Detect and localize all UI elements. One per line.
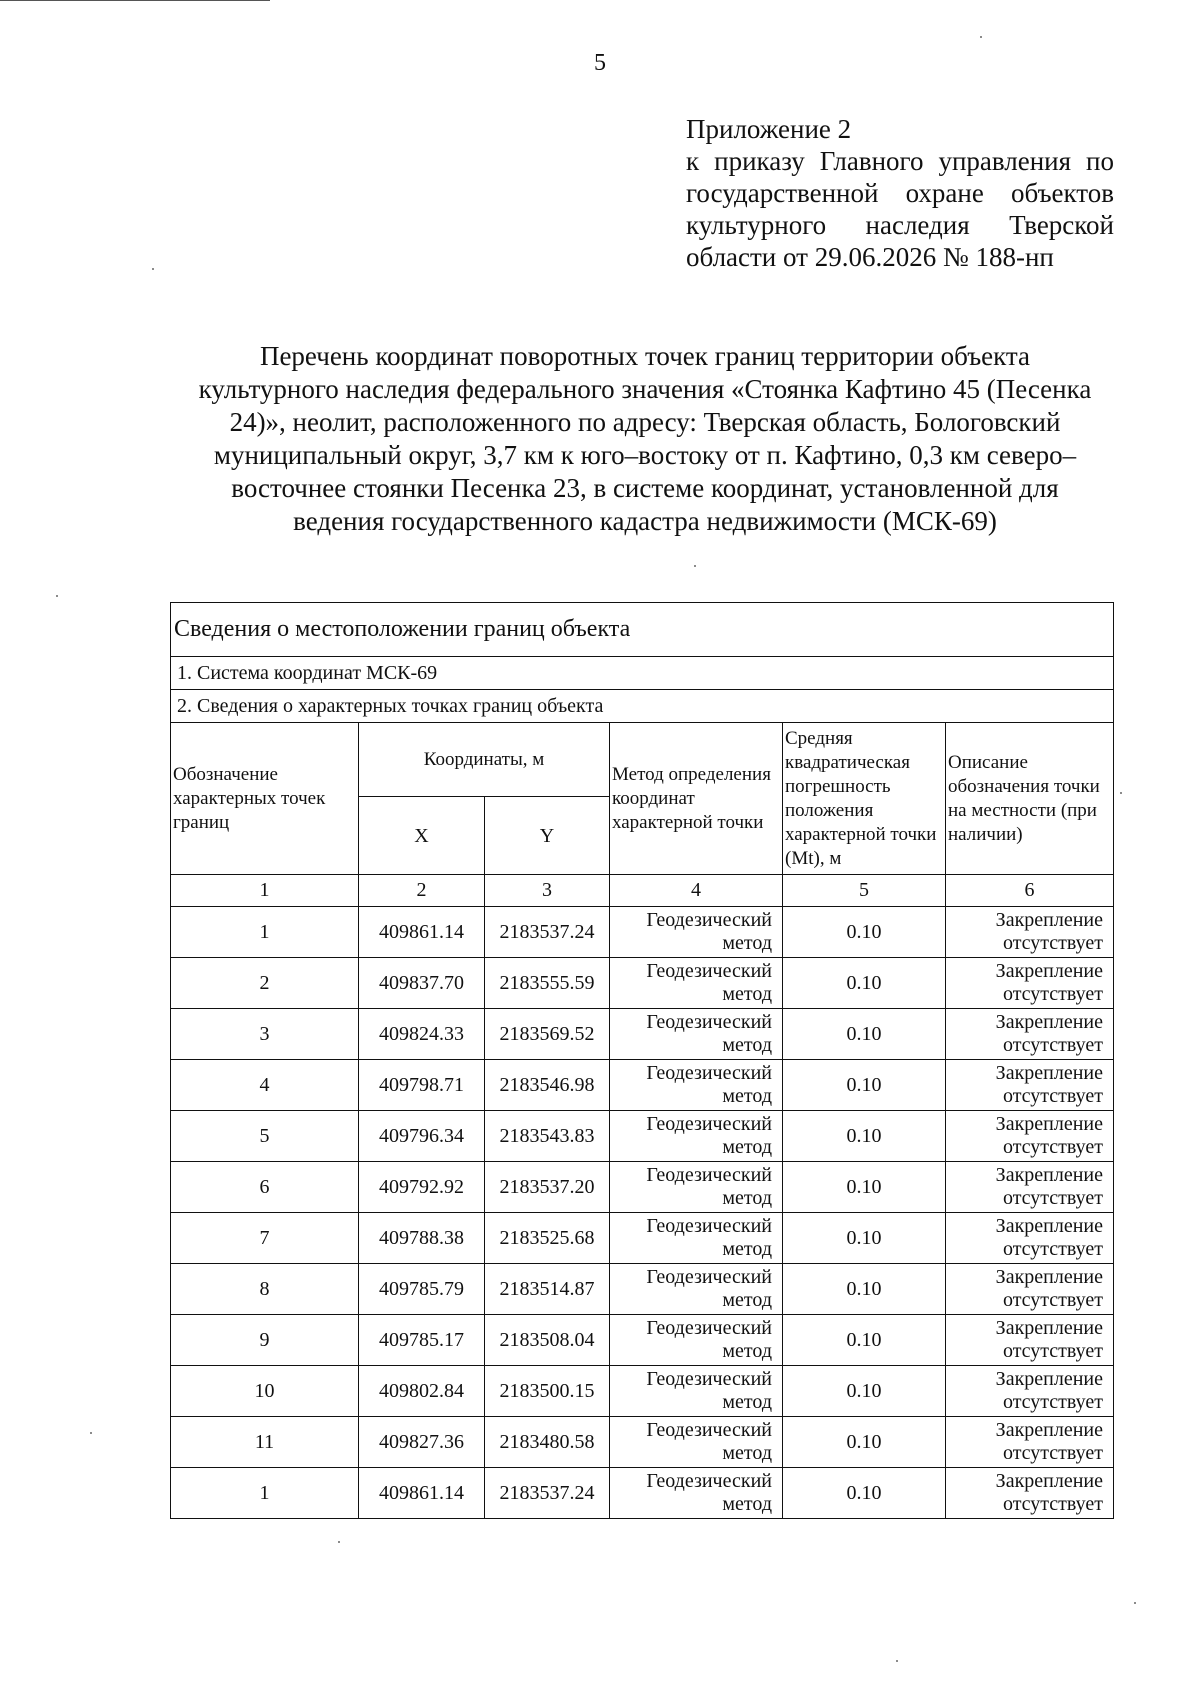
method-line: метод xyxy=(722,1136,772,1158)
table-row xyxy=(171,1417,1114,1468)
header-x: X xyxy=(359,797,485,875)
error-value: 0.10 xyxy=(783,1111,946,1162)
coord-x: 409798.71 xyxy=(359,1060,485,1111)
header-error: Средняя квадратическая погрешность положения характерной точки (Mt), м xyxy=(783,723,946,875)
table-row xyxy=(171,1111,1114,1162)
scan-border-line xyxy=(0,0,270,1)
description-line: отсутствует xyxy=(1002,1493,1104,1515)
description-line: отсутствует xyxy=(1002,1289,1104,1311)
coord-x: 409824.33 xyxy=(359,1009,485,1060)
method-cell xyxy=(610,958,783,1009)
method-line: метод xyxy=(722,932,772,954)
method-line: Геодезический xyxy=(646,1011,772,1033)
description-cell xyxy=(946,1366,1114,1417)
method-line: Геодезический xyxy=(646,1164,772,1186)
coord-y: 2183537.24 xyxy=(485,907,610,958)
description-line: Закрепление xyxy=(995,1368,1104,1390)
method-line: метод xyxy=(722,1085,772,1107)
coord-y: 2183543.83 xyxy=(485,1111,610,1162)
description-line: отсутствует xyxy=(1002,1340,1104,1362)
coord-y: 2183555.59 xyxy=(485,958,610,1009)
error-value: 0.10 xyxy=(783,1468,946,1519)
point-id: 1 xyxy=(171,907,359,958)
method-line: Геодезический xyxy=(646,1470,772,1492)
description-cell xyxy=(946,1111,1114,1162)
coord-x: 409796.34 xyxy=(359,1111,485,1162)
description-line: Закрепление xyxy=(995,909,1104,931)
point-id: 5 xyxy=(171,1111,359,1162)
coord-y: 2183546.98 xyxy=(485,1060,610,1111)
method-line: Геодезический xyxy=(646,1266,772,1288)
point-id: 3 xyxy=(171,1009,359,1060)
coord-y: 2183480.58 xyxy=(485,1417,610,1468)
scan-speck xyxy=(338,1541,340,1543)
title-line: ведения государственного кадастра недвижимости (МСК-69) xyxy=(293,506,997,536)
coord-x: 409837.70 xyxy=(359,958,485,1009)
scan-speck xyxy=(56,595,58,597)
error-value: 0.10 xyxy=(783,1264,946,1315)
method-line: метод xyxy=(722,1187,772,1209)
description-line: отсутствует xyxy=(1002,1391,1104,1413)
method-line: метод xyxy=(722,1238,772,1260)
table-row xyxy=(171,1009,1114,1060)
description-cell xyxy=(946,1213,1114,1264)
coord-x: 409861.14 xyxy=(359,907,485,958)
appendix-line: государственной охране объектов xyxy=(686,178,1114,208)
table-row xyxy=(171,958,1114,1009)
appendix-line: культурного наследия Тверской xyxy=(686,210,1114,240)
column-number-row xyxy=(171,875,1114,907)
method-line: метод xyxy=(722,1340,772,1362)
description-cell xyxy=(946,1009,1114,1060)
point-id: 7 xyxy=(171,1213,359,1264)
title-line: 24)», неолит, расположенного по адресу: Тверская область, Бологовский xyxy=(229,407,1061,437)
scan-speck xyxy=(694,565,696,567)
description-line: Закрепление xyxy=(995,1470,1104,1492)
description-line: отсутствует xyxy=(1002,1238,1104,1260)
column-number: 2 xyxy=(359,875,485,907)
error-value: 0.10 xyxy=(783,1417,946,1468)
point-id: 1 xyxy=(171,1468,359,1519)
method-cell xyxy=(610,1213,783,1264)
point-id: 10 xyxy=(171,1366,359,1417)
description-line: отсутствует xyxy=(1002,1085,1104,1107)
error-value: 0.10 xyxy=(783,1366,946,1417)
description-line: Закрепление xyxy=(995,1164,1104,1186)
method-line: Геодезический xyxy=(646,960,772,982)
table-row xyxy=(171,1162,1114,1213)
method-line: Геодезический xyxy=(646,1317,772,1339)
description-cell xyxy=(946,907,1114,958)
description-line: Закрепление xyxy=(995,1317,1104,1339)
method-cell xyxy=(610,1162,783,1213)
method-cell xyxy=(610,1111,783,1162)
description-line: отсутствует xyxy=(1002,1136,1104,1158)
method-cell xyxy=(610,1264,783,1315)
method-line: Геодезический xyxy=(646,1419,772,1441)
table-row xyxy=(171,1264,1114,1315)
coord-y: 2183500.15 xyxy=(485,1366,610,1417)
description-cell xyxy=(946,1315,1114,1366)
coord-y: 2183569.52 xyxy=(485,1009,610,1060)
document-title xyxy=(160,340,1130,538)
error-value: 0.10 xyxy=(783,1315,946,1366)
coord-x: 409788.38 xyxy=(359,1213,485,1264)
scan-speck xyxy=(980,36,982,38)
error-value: 0.10 xyxy=(783,958,946,1009)
description-cell xyxy=(946,1264,1114,1315)
method-line: метод xyxy=(722,1391,772,1413)
table-row xyxy=(171,1468,1114,1519)
table-row xyxy=(171,907,1114,958)
error-value: 0.10 xyxy=(783,1009,946,1060)
title-line: Перечень координат поворотных точек границ территории объекта xyxy=(259,341,1031,371)
point-id: 9 xyxy=(171,1315,359,1366)
description-line: Закрепление xyxy=(995,960,1104,982)
description-line: Закрепление xyxy=(995,1113,1104,1135)
method-line: Геодезический xyxy=(646,1113,772,1135)
appendix-line: области от 29.06.2026 № 188-нп xyxy=(686,242,1054,272)
appendix-header xyxy=(686,113,1114,273)
point-id: 11 xyxy=(171,1417,359,1468)
table-row xyxy=(171,1366,1114,1417)
method-cell xyxy=(610,1060,783,1111)
scan-speck xyxy=(152,268,154,270)
title-line: культурного наследия федерального значения «Стоянка Кафтино 45 (Песенка xyxy=(198,374,1092,404)
table-body xyxy=(171,907,1114,1519)
point-id: 8 xyxy=(171,1264,359,1315)
title-line: восточнее стоянки Песенка 23, в системе координат, установленной для xyxy=(231,473,1059,503)
coord-y: 2183514.87 xyxy=(485,1264,610,1315)
description-line: Закрепление xyxy=(995,1062,1104,1084)
description-cell xyxy=(946,1060,1114,1111)
page-number: 5 xyxy=(594,50,606,76)
table-row xyxy=(171,1060,1114,1111)
coord-y: 2183537.24 xyxy=(485,1468,610,1519)
scan-speck xyxy=(1134,1602,1136,1604)
appendix-line: к приказу Главного управления по xyxy=(686,146,1114,176)
point-id: 4 xyxy=(171,1060,359,1111)
scan-speck xyxy=(896,1660,898,1662)
description-line: отсутствует xyxy=(1002,1442,1104,1464)
appendix-line: Приложение 2 xyxy=(686,114,852,144)
method-line: Геодезический xyxy=(646,1368,772,1390)
method-cell xyxy=(610,1468,783,1519)
column-number: 5 xyxy=(783,875,946,907)
header-coordinates: Координаты, м xyxy=(359,723,610,797)
coord-y: 2183537.20 xyxy=(485,1162,610,1213)
coord-x: 409802.84 xyxy=(359,1366,485,1417)
method-line: Геодезический xyxy=(646,1215,772,1237)
method-line: метод xyxy=(722,1493,772,1515)
section-title: Сведения о местоположении границ объекта xyxy=(171,603,1114,657)
method-cell xyxy=(610,1366,783,1417)
description-line: Закрепление xyxy=(995,1419,1104,1441)
coord-y: 2183508.04 xyxy=(485,1315,610,1366)
method-line: метод xyxy=(722,1034,772,1056)
description-cell xyxy=(946,1417,1114,1468)
column-number: 3 xyxy=(485,875,610,907)
method-cell xyxy=(610,907,783,958)
table-row xyxy=(171,1315,1114,1366)
method-line: метод xyxy=(722,983,772,1005)
points-section-title: 2. Сведения о характерных точках границ объекта xyxy=(171,690,1114,723)
scan-speck xyxy=(90,1432,92,1434)
method-line: метод xyxy=(722,1289,772,1311)
method-line: Геодезический xyxy=(646,1062,772,1084)
description-line: отсутствует xyxy=(1002,932,1104,954)
header-method: Метод определения координат характерной точки xyxy=(610,723,783,875)
column-number: 6 xyxy=(946,875,1114,907)
coord-y: 2183525.68 xyxy=(485,1213,610,1264)
description-line: отсутствует xyxy=(1002,1034,1104,1056)
method-line: Геодезический xyxy=(646,909,772,931)
error-value: 0.10 xyxy=(783,907,946,958)
description-line: Закрепление xyxy=(995,1266,1104,1288)
point-id: 6 xyxy=(171,1162,359,1213)
description-line: Закрепление xyxy=(995,1215,1104,1237)
method-cell xyxy=(610,1009,783,1060)
scan-speck xyxy=(1120,792,1122,794)
coord-x: 409792.92 xyxy=(359,1162,485,1213)
error-value: 0.10 xyxy=(783,1060,946,1111)
description-cell xyxy=(946,1468,1114,1519)
description-line: Закрепление xyxy=(995,1011,1104,1033)
description-cell xyxy=(946,1162,1114,1213)
title-line: муниципальный округ, 3,7 км к юго–востоку от п. Кафтино, 0,3 км северо– xyxy=(213,440,1077,470)
method-line: метод xyxy=(722,1442,772,1464)
error-value: 0.10 xyxy=(783,1162,946,1213)
table-row xyxy=(171,1213,1114,1264)
column-number: 1 xyxy=(171,875,359,907)
error-value: 0.10 xyxy=(783,1213,946,1264)
point-id: 2 xyxy=(171,958,359,1009)
description-line: отсутствует xyxy=(1002,1187,1104,1209)
coordinate-system-row: 1. Система координат МСК-69 xyxy=(171,657,1114,690)
method-cell xyxy=(610,1417,783,1468)
coord-x: 409827.36 xyxy=(359,1417,485,1468)
coord-x: 409785.79 xyxy=(359,1264,485,1315)
header-y: Y xyxy=(485,797,610,875)
coord-x: 409861.14 xyxy=(359,1468,485,1519)
coordinates-table xyxy=(170,602,1114,1519)
method-cell xyxy=(610,1315,783,1366)
header-designation: Обозначение характерных точек границ xyxy=(171,723,359,875)
description-cell xyxy=(946,958,1114,1009)
coord-x: 409785.17 xyxy=(359,1315,485,1366)
description-line: отсутствует xyxy=(1002,983,1104,1005)
column-number: 4 xyxy=(610,875,783,907)
header-description: Описание обозначения точки на местности (при наличии) xyxy=(946,723,1114,875)
